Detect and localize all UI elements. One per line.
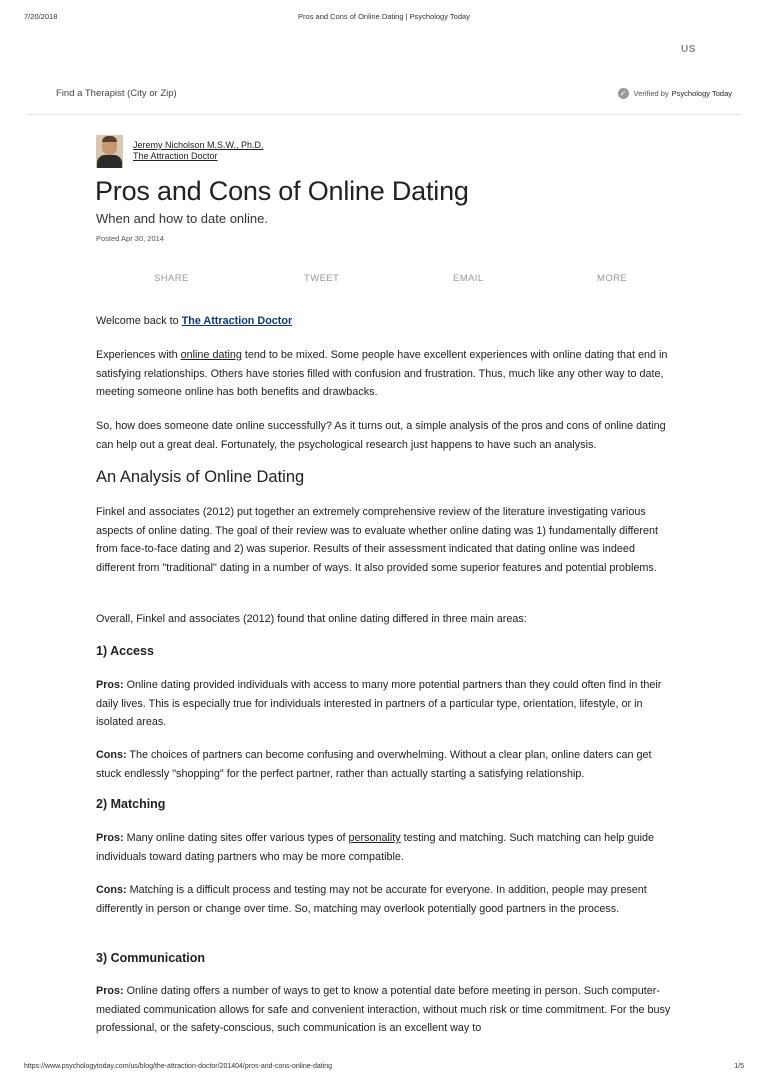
more-button[interactable]: MORE [597, 273, 628, 284]
matching-cons-text: Matching is a difficult process and testing may not be accurate for everyone. In addition, people may present differently in person or change over time. So, matching may overlook potentially good partners in the process. [96, 884, 647, 915]
review-paragraph: Finkel and associates (2012) put together an extremely comprehensive review of the literature investigating various aspects of online dating. The goal of their review was to evaluate whether online dating was 1) fundamentally different from face-to-face dating and 2) was superior. Results of their assessment indicated that dating online was indeed different from "traditional" dating in a number of ways. It also provided some superior features and potential problems. [96, 506, 658, 574]
verified-brand: Psychology Today [671, 89, 732, 98]
author-name-link[interactable]: Jeremy Nicholson M.S.W., Ph.D. [133, 140, 264, 150]
section-heading-communication: 3) Communication [96, 951, 206, 965]
matching-pros-text-end: testing and matching. Such matching can help guide individuals toward dating partners who may be more compatible. [96, 832, 654, 863]
access-pros-paragraph [96, 676, 676, 732]
verified-prefix: Verified by [633, 89, 669, 98]
blog-name-link[interactable]: The Attraction Doctor [133, 151, 218, 161]
check-icon: ✓ [618, 88, 629, 99]
intro-text-end: tend to be mixed. Some people have excellent experiences with online dating that end in satisfying relationships. Others have stories filled with confusion and frustration. Thus, much like any other way to date, meeting someone online has both benefits and drawbacks. [96, 349, 668, 399]
share-bar [96, 273, 672, 287]
share-button[interactable]: SHARE [154, 273, 189, 284]
find-therapist-link[interactable]: Find a Therapist (City or Zip) [56, 88, 177, 99]
page-subtitle: When and how to date online. [96, 211, 269, 226]
print-date: 7/20/2018 [24, 12, 58, 21]
access-cons-text: The choices of partners can become confusing and overwhelming. Without a clear plan, online daters can get stuck endlessly "shopping" for the perfect partner, rather than actually starting a satisfying relationship. [96, 749, 652, 780]
print-url: https://www.psychologytoday.com/us/blog/the-attraction-doctor/201404/pros-and-cons-online-dating [24, 1063, 333, 1070]
print-title: Pros and Cons of Online Dating | Psychology Today [298, 12, 470, 21]
question-paragraph: So, how does someone date online successfully? As it turns out, a simple analysis of the pros and cons of online dating can help out a great deal. Fortunately, the psychological research just happens to have such an analysis. [96, 420, 666, 451]
site-topbar [26, 86, 742, 115]
access-cons-paragraph [96, 746, 676, 783]
pros-label: Pros: [96, 985, 124, 997]
page-number: 1/5 [734, 1063, 744, 1070]
communication-pros-paragraph [96, 982, 676, 1038]
tweet-button[interactable]: TWEET [304, 273, 340, 284]
online-dating-link[interactable]: online dating [180, 349, 242, 361]
posted-date: Posted Apr 30, 2014 [96, 234, 164, 243]
cons-label: Cons: [96, 749, 127, 761]
section-heading-analysis: An Analysis of Online Dating [96, 468, 305, 486]
print-footer [0, 1063, 768, 1075]
blog-link[interactable]: The Attraction Doctor [181, 315, 293, 327]
cons-label: Cons: [96, 884, 127, 896]
pros-label: Pros: [96, 832, 124, 844]
personality-link[interactable]: personality [348, 832, 401, 844]
welcome-paragraph [96, 312, 676, 331]
avatar[interactable] [96, 135, 123, 168]
access-pros-text: Online dating provided individuals with access to many more potential partners than they could often find in their daily lives. This is especially true for individuals interested in partners of a particular type, orientation, lifestyle, or in isolated areas. [96, 679, 662, 729]
areas-paragraph: Overall, Finkel and associates (2012) found that online dating differed in three main areas: [96, 613, 527, 625]
print-header [0, 12, 768, 24]
email-button[interactable]: EMAIL [453, 273, 484, 284]
matching-cons-paragraph [96, 881, 676, 918]
welcome-text: Welcome back to [96, 315, 182, 327]
page-title: Pros and Cons of Online Dating [95, 176, 469, 206]
intro-text-start: Experiences with [96, 349, 181, 361]
section-heading-access: 1) Access [96, 644, 154, 658]
communication-pros-text: Online dating offers a number of ways to get to know a potential date before meeting in person. Such computer-mediated communication allows for safe and convenient interaction, without much risk or time commitment. For the busy professional, or the safety-conscious, such communication is an excellent way to [96, 985, 671, 1035]
region-selector[interactable]: US [681, 44, 696, 55]
verified-badge [618, 88, 732, 99]
pros-label: Pros: [96, 679, 124, 691]
matching-pros-paragraph [96, 829, 676, 866]
intro-paragraph [96, 346, 676, 402]
section-heading-matching: 2) Matching [96, 797, 166, 811]
matching-pros-text-start: Many online dating sites offer various types of [123, 832, 349, 844]
